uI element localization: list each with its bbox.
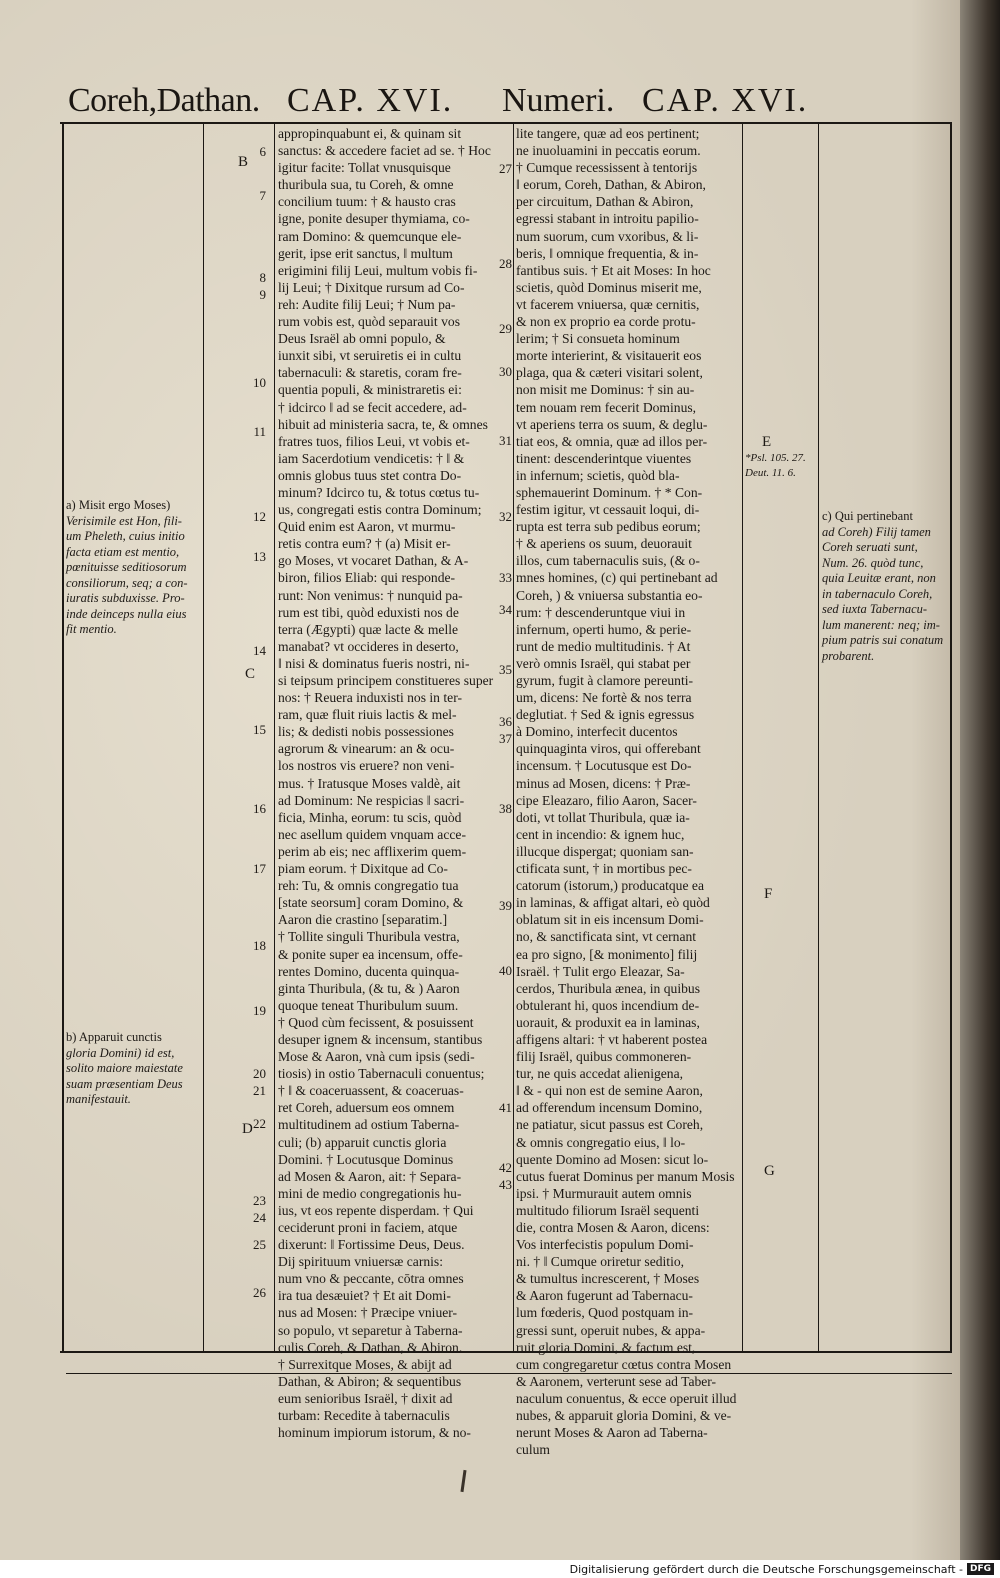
text-line: retis contra eum? † (a) Misit er-: [278, 536, 451, 552]
text-line: sanctus: & accedere faciet ad se. † Hoc: [278, 143, 491, 159]
verse-number: 41: [499, 1100, 512, 1115]
note-line: lum manerent: neq; im-: [822, 617, 940, 632]
text-line: um, dicens: Ne fortè & nos terra: [516, 690, 692, 706]
text-line: lis; & dedisti nobis possessiones: [278, 724, 454, 740]
text-line: cum congregaretur cœtus contra Mosen: [516, 1356, 732, 1372]
text-line: Dij spirituum vniuersæ carnis:: [278, 1254, 443, 1270]
text-line: desuper ignem & incensum, stantibus: [278, 1031, 483, 1047]
text-line: & ponite super ea incensum, offe-: [278, 946, 463, 962]
text-line: naculum conuentus, & ecce operuit illud: [516, 1390, 737, 1406]
text-line: Mose & Aaron, vnà cum ipsis (sedi-: [278, 1049, 475, 1065]
footer-text: Digitalisierung gefördert durch die Deutsche Forschungsgemeinschaft -: [569, 1562, 963, 1576]
text-line: † Quod cùm fecissent, & posuissent: [278, 1014, 474, 1030]
text-line: Israël. † Tulit ergo Eleazar, Sa-: [516, 963, 685, 979]
verse-number: 8: [259, 270, 266, 285]
text-line: agrorum & vinearum: an & ocu-: [278, 741, 455, 757]
text-line: quoque teneat Thuribulum suum.: [278, 997, 459, 1013]
text-line: ginta Thuribula, (& tu, & ) Aaron: [278, 980, 460, 996]
text-line: culum: [516, 1442, 550, 1458]
text-line: ius, vt eos repente disperdam. † Qui: [278, 1202, 474, 1218]
verse-number: 20: [253, 1066, 266, 1081]
divider-note-right: [818, 124, 819, 1352]
note-line: Num. 26. quòd tunc,: [822, 555, 924, 570]
text-line: si teipsum principem constitueres super: [278, 673, 494, 688]
text-line: lum fœderis, Quod postquam in-: [516, 1305, 694, 1321]
text-line: † ‖ & coaceruassent, & coaceruas-: [278, 1083, 464, 1099]
text-line: lite tangere, quæ ad eos pertinent;: [516, 126, 700, 141]
text-line: † Surrexitque Moses, & abijt ad: [278, 1356, 452, 1372]
verse-number: 16: [253, 801, 266, 816]
note-line: sed iuxta Tabernacu-: [822, 602, 928, 616]
text-line: filij Israël, quibus commoneren-: [516, 1049, 692, 1065]
section-letter-d: D: [242, 1121, 253, 1137]
text-line: in infernum; scietis, quòd bla-: [516, 467, 680, 483]
text-line: runt de medio multitudinis. † At: [516, 638, 691, 654]
text-line: & omnis congregatio eius, ‖ lo-: [516, 1134, 686, 1150]
verse-number: 39: [499, 898, 512, 913]
frame-right: [950, 122, 952, 1353]
running-header: [62, 80, 942, 122]
text-line: turbam: Recedite à tabernaculis: [278, 1408, 450, 1424]
cross-reference-line: *Psl. 105. 27.: [745, 452, 806, 464]
text-line: cipe Eleazaro, filio Aaron, Sacer-: [516, 792, 697, 808]
section-letter-f: F: [764, 886, 773, 902]
text-line: hominum impiorum istorum, & no-: [278, 1425, 471, 1441]
text-line: lerim; † Si consueta hominum: [516, 331, 680, 347]
note-line: Verisimile est Hon, fili-: [66, 513, 182, 528]
text-line: Vos interfecistis populum Domi-: [516, 1237, 694, 1253]
text-line: quinquaginta viros, qui offerebant: [516, 741, 701, 757]
header-chapter-right: CAP. XVI.: [642, 82, 809, 119]
verse-number: 7: [259, 188, 266, 203]
text-line: die, contra Mosen & Aaron, dicens:: [516, 1220, 710, 1235]
note-line: iuratis subduxisse. Pro-: [66, 591, 185, 605]
text-line: ira tua desæuiet? † Et ait Domi-: [278, 1288, 451, 1304]
text-line: sphemauerint Dominum. † * Con-: [516, 484, 703, 500]
verse-number: 42: [499, 1160, 512, 1175]
text-line: num vno & peccante, cōtra omnes: [278, 1271, 464, 1287]
verse-number: 18: [253, 938, 266, 953]
verse-number: 32: [499, 509, 512, 524]
note-line: inde deinceps nulla eius: [66, 606, 187, 621]
text-line: oblatum sit in eis incensum Domi-: [516, 912, 704, 928]
text-line: thuribula sua, tu Coreh, & omne: [278, 177, 454, 193]
text-line: dixerunt: ‖ Fortissime Deus, Deus.: [278, 1237, 465, 1253]
verse-number: 29: [499, 321, 512, 336]
text-line: nos: † Reuera induxisti nos in ter-: [278, 690, 462, 706]
text-line: ‖ eorum, Coreh, Dathan, & Abiron,: [516, 177, 706, 193]
text-line: tur, ne quis accedat alienigena,: [516, 1066, 684, 1082]
text-line: affigens altari: † vt haberent postea: [516, 1031, 708, 1047]
note-line: b) Apparuit cunctis: [66, 1030, 162, 1044]
page-edge-shadow: [960, 0, 1000, 1560]
text-line: omnis globus tuus stet contra Do-: [278, 467, 462, 483]
text-line: [state seorsum] coram Domino, &: [278, 895, 464, 911]
note-line: pœnituisse seditiosorum: [66, 560, 187, 574]
text-line: terra (Ægypti) quæ lacte & melle: [278, 621, 459, 637]
text-line: obtulerant hi, quos incendium de-: [516, 997, 700, 1013]
text-line: gerit, ipse erit sanctus, ‖ multum: [278, 245, 453, 261]
text-line: so populo, vt separetur à Taberna-: [278, 1322, 463, 1338]
section-letter-b: B: [238, 154, 249, 170]
text-line: tem nouam rem fecerit Dominus,: [516, 399, 697, 415]
text-line: num suorum, cum vxoribus, & li-: [516, 228, 699, 244]
text-line: ‖ nisi & dominatus fueris nostri, ni-: [278, 655, 470, 671]
note-line: fit mentio.: [66, 622, 117, 636]
verse-number: 36: [499, 714, 512, 729]
note-line: suam præsentiam Deus: [66, 1076, 183, 1091]
text-line: & non ex proprio ea corde protu-: [516, 314, 696, 330]
text-line: & tumultus increscerent, † Moses: [516, 1271, 700, 1287]
text-line: ruit gloria Domini, & factum est,: [516, 1339, 696, 1355]
text-line: catorum (istorum,) producatque ea: [516, 878, 704, 894]
text-line: ad offerendum incensum Domino,: [516, 1100, 703, 1116]
text-line: ctificata sunt, † in mortibus pec-: [516, 861, 692, 877]
text-line: gyrum, fugit à clamore pereunti-: [516, 673, 694, 688]
verse-number: 40: [499, 963, 512, 978]
text-line: ficia, Minha, eorum: tu scis, quòd: [278, 809, 462, 825]
text-line: † & aperiens os suum, deuorauit: [516, 536, 692, 552]
text-line: iam Sacerdotium vendicetis: † ‖ &: [278, 450, 465, 466]
text-line: eum senioribus Israël, † dixit ad: [278, 1390, 453, 1406]
dfg-logo: DFG: [967, 1563, 994, 1575]
text-line: verò omnis Israël, qui stabat per: [516, 655, 691, 671]
text-line: manabat? vt occideres in deserto,: [278, 638, 459, 654]
text-line: rum vobis est, quòd separauit vos: [278, 314, 460, 330]
verse-number: 25: [253, 1237, 266, 1252]
text-line: † Cumque recessissent à tentorijs: [516, 160, 698, 176]
text-line: plaga, qua & cæteri visitari solent,: [516, 365, 703, 381]
verse-number: 6: [259, 144, 266, 159]
text-line: mnes homines, (c) qui pertinebant ad: [516, 570, 718, 586]
text-line: fratres tuos, filios Leui, vt vobis et-: [278, 433, 470, 449]
divider-main-right: [742, 124, 743, 1352]
text-line: morte interierint, & visitauerit eos: [516, 348, 702, 364]
main-column-left: [278, 125, 512, 1441]
verse-number: 30: [499, 364, 512, 379]
header-chapter-left: CAP. XVI.: [287, 82, 454, 119]
text-line: lij Leui; † Dixitque rursum ad Co-: [278, 279, 465, 295]
verse-number: 24: [253, 1210, 266, 1225]
text-line: nec asellum quidem vnquam acce-: [278, 826, 466, 842]
text-line: & Aaron fugerunt ad Tabernacu-: [516, 1288, 693, 1304]
text-line: ne patiatur, sicut passus est Coreh,: [516, 1117, 704, 1133]
verse-number: 21: [253, 1083, 266, 1098]
verse-number: 9: [259, 287, 266, 302]
text-line: tiat eos, & omnia, quæ ad illos per-: [516, 433, 708, 449]
note-line: in tabernaculo Coreh,: [822, 586, 933, 601]
verse-number: 17: [253, 861, 266, 876]
text-line: tinent: descenderintque viuentes: [516, 450, 692, 466]
text-line: cutus fuerat Dominus per manum Mosis: [516, 1168, 735, 1184]
note-line: a) Misit ergo Moses): [66, 498, 171, 512]
cross-reference: [745, 451, 806, 481]
text-line: Dathan, & Abiron; & sequentibus: [278, 1373, 462, 1389]
text-line: ad Dominum: Ne respicias ‖ sacri-: [278, 792, 465, 808]
text-line: cerdos, Thuribula ænea, in quibus: [516, 980, 700, 996]
footer-credit: [0, 1560, 1000, 1578]
divider-main-left: [274, 124, 275, 1352]
verse-number: 34: [499, 602, 512, 617]
side-note-b: [66, 1030, 183, 1108]
text-line: nerunt Moses & Aaron ad Taberna-: [516, 1425, 708, 1441]
text-line: egressi stabant in introitu papilio-: [516, 211, 699, 227]
verse-number: 23: [253, 1193, 266, 1208]
text-line: erigimini filij Leui, multum vobis fi-: [278, 262, 478, 278]
text-line: multitudo filiorum Israël sequenti: [516, 1202, 700, 1218]
note-line: um Pheleth, cuius initio: [66, 529, 185, 543]
text-line: deglutiat. † Sed & ignis egressus: [516, 707, 695, 723]
verse-number: 31: [499, 433, 512, 448]
cross-reference-line: Deut. 11. 6.: [745, 467, 796, 479]
text-line: uorauit, & produxit ea in laminas,: [516, 1014, 700, 1030]
section-letter-e: E: [762, 434, 772, 450]
text-line: reh: Audite filij Leui; † Num pa-: [278, 296, 456, 312]
note-line: solito maiore maiestate: [66, 1061, 183, 1075]
text-line: in laminas, & affigat altari, eò quòd: [516, 895, 710, 911]
text-line: per circuitum, Dathan & Abiron,: [516, 194, 694, 210]
text-line: Coreh, ) & vniuersa substantia eo-: [516, 587, 703, 603]
text-line: mini de medio congregationis hu-: [278, 1185, 462, 1201]
text-line: culis Coreh, & Dathan, & Abiron.: [278, 1339, 463, 1355]
side-note-a: [66, 498, 188, 638]
note-line: pium patris sui conatum: [822, 633, 944, 647]
verse-number: 33: [499, 570, 512, 585]
text-line: ram Domino: & quemcunque ele-: [278, 228, 462, 244]
text-line: vt aperiens terra os suum, & deglu-: [516, 416, 708, 432]
text-line: cent in incendio: & ignem huc,: [516, 826, 685, 842]
verse-number: 35: [499, 662, 512, 677]
text-line: culi; (b) apparuit cunctis gloria: [278, 1134, 447, 1150]
text-line: tabernaculi: & staretis, coram fre-: [278, 365, 462, 381]
header-left-title: Coreh,Dathan.: [68, 82, 260, 119]
text-line: quentia populi, & ministraretis ei:: [278, 382, 462, 398]
text-line: reh: Tu, & omnis congregatio tua: [278, 878, 459, 894]
text-line: à Domino, interfecit ducentos: [516, 724, 678, 740]
side-note-c: [822, 509, 943, 664]
text-line: infernum, operti humo, & perie-: [516, 621, 692, 637]
text-line: incensum. † Locutusque est Do-: [516, 758, 692, 774]
text-line: concilium tuum: † & hausto cras: [278, 194, 456, 210]
text-line: go Moses, vt vocaret Dathan, & A-: [278, 553, 469, 569]
text-line: ram, quæ fluit riuis lactis & mel-: [278, 707, 457, 723]
text-line: Quid enim est Aaron, vt murmu-: [278, 519, 456, 535]
text-line: rupta est terra sub pedibus eorum;: [516, 519, 701, 535]
text-line: † idcirco ‖ ad se fecit accedere, ad-: [278, 399, 467, 415]
text-line: beris, ‖ omnique frequentia, & in-: [516, 245, 699, 261]
verse-number: 14: [253, 643, 266, 658]
text-line: tiosis) in ostio Tabernaculi conuentus;: [278, 1066, 485, 1082]
text-line: iunxit sibi, vt seruiretis ei in cultu: [278, 348, 462, 364]
text-line: runt: Non venimus: † nunquid pa-: [278, 587, 463, 603]
frame-left: [62, 122, 64, 1353]
text-line: appropinquabunt ei, & quinam sit: [278, 126, 462, 141]
note-line: c) Qui pertinebant: [822, 509, 913, 523]
header-book-title: Numeri.: [502, 82, 615, 119]
text-line: us, congregati estis contra Dominum;: [278, 502, 482, 518]
text-line: nus ad Mosen: † Præcipe vniuer-: [278, 1305, 458, 1321]
text-line: multitudinem ad ostium Taberna-: [278, 1117, 460, 1133]
text-line: ceciderunt proni in faciem, atque: [278, 1220, 458, 1235]
text-line: mus. † Iratusque Moses valdè, ait: [278, 775, 461, 791]
text-line: igitur facite: Tollat vnusquisque: [278, 160, 451, 176]
text-line: gressi sunt, operuit nubes, & appa-: [516, 1322, 706, 1338]
text-line: rum est tibi, quòd eduxisti nos de: [278, 604, 459, 620]
text-line: ne inuoluamini in peccatis eorum.: [516, 143, 701, 159]
text-line: minum? Idcirco tu, & totus cœtus tu-: [278, 484, 480, 500]
text-line: piam eorum. † Dixitque ad Co-: [278, 861, 448, 877]
text-line: ‖ & - qui non est de semine Aaron,: [516, 1083, 703, 1099]
text-line: perim ab eis; nec afflixerim quem-: [278, 843, 467, 859]
text-line: ret Coreh, aduersum eos omnem: [278, 1100, 455, 1116]
text-line: illos, cum tabernaculis suis, (& o-: [516, 553, 700, 569]
text-line: Domini. † Locutusque Dominus: [278, 1151, 454, 1167]
main-column-right: [516, 125, 740, 1458]
verse-number: 15: [253, 722, 266, 737]
text-line: Aaron die crastino [separatim.]: [278, 912, 448, 928]
verse-number: 37: [499, 731, 512, 746]
verse-number: 11: [253, 424, 266, 439]
text-line: Deus Israël ab omni populo, &: [278, 331, 446, 347]
text-line: illucque dispergat; quoniam san-: [516, 843, 694, 859]
section-letter-c: C: [245, 666, 256, 682]
note-line: gloria Domini) id est,: [66, 1045, 175, 1060]
verse-number: 13: [253, 549, 266, 564]
note-line: quia Leuitæ erant, non: [822, 571, 936, 585]
text-line: ea pro signo, [& monimento] filij: [516, 946, 698, 962]
verse-number: 38: [499, 801, 512, 816]
text-line: nubes, & apparuit gloria Domini, & ve-: [516, 1408, 732, 1424]
text-line: rum: † descenderuntque viui in: [516, 604, 686, 620]
verse-number: 12: [253, 509, 266, 524]
text-line: igne, ponite desuper thymiama, co-: [278, 211, 470, 227]
text-line: hibuit ad ministeria sacra, te, & omnes: [278, 416, 488, 432]
verse-number: 28: [499, 256, 512, 271]
note-line: Coreh seruati sunt,: [822, 540, 918, 554]
verse-number: 10: [253, 375, 266, 390]
note-line: ad Coreh) Filij tamen: [822, 524, 931, 539]
text-line: quente Domino ad Mosen: sicut lo-: [516, 1151, 709, 1167]
divider-center: [513, 124, 514, 1352]
text-line: ad Mosen & Aaron, ait: † Separa-: [278, 1168, 462, 1184]
verse-number: 27: [499, 161, 512, 176]
text-line: festim igitur, vt cessauit loqui, di-: [516, 502, 700, 518]
note-line: facta etiam est mentio,: [66, 544, 180, 559]
verse-number: 19: [253, 1003, 266, 1018]
text-line: vt facerem vniuersa, quæ cernitis,: [516, 296, 700, 312]
verse-number: 43: [499, 1177, 512, 1192]
text-line: doti, vt tollat Thuribula, quæ ia-: [516, 809, 690, 825]
text-line: ni. † ‖ Cumque oriretur seditio,: [516, 1254, 685, 1270]
text-line: & Aaronem, verterunt sese ad Taber-: [516, 1373, 717, 1389]
note-line: probarent.: [822, 648, 875, 663]
text-line: los nostros vis eruere? non veni-: [278, 758, 455, 774]
text-line: scietis, quòd Dominus miserit me,: [516, 279, 702, 295]
note-line: manifestauit.: [66, 1092, 131, 1106]
text-line: minus ad Mosen, dicens: † Præ-: [516, 775, 691, 791]
text-line: ipsi. † Murmurauit autem omnis: [516, 1185, 692, 1201]
text-line: † Tollite singuli Thuribula vestra,: [278, 929, 460, 945]
printer-mark: [460, 1470, 466, 1492]
text-line: no, & sanctificata sint, vt cernant: [516, 929, 697, 945]
verse-number: 22: [253, 1116, 266, 1131]
text-line: biron, filios Eliab: qui responde-: [278, 570, 456, 586]
text-line: rentes Domino, ducenta quinqua-: [278, 963, 460, 979]
text-line: non misit me Dominus: † sin au-: [516, 382, 695, 398]
verse-number: 26: [253, 1285, 266, 1300]
note-line: consiliorum, seq; a con-: [66, 575, 188, 590]
section-letter-g: G: [764, 1163, 775, 1179]
divider-note-left: [203, 124, 204, 1352]
text-line: fantibus suis. † Et ait Moses: In hoc: [516, 262, 711, 278]
